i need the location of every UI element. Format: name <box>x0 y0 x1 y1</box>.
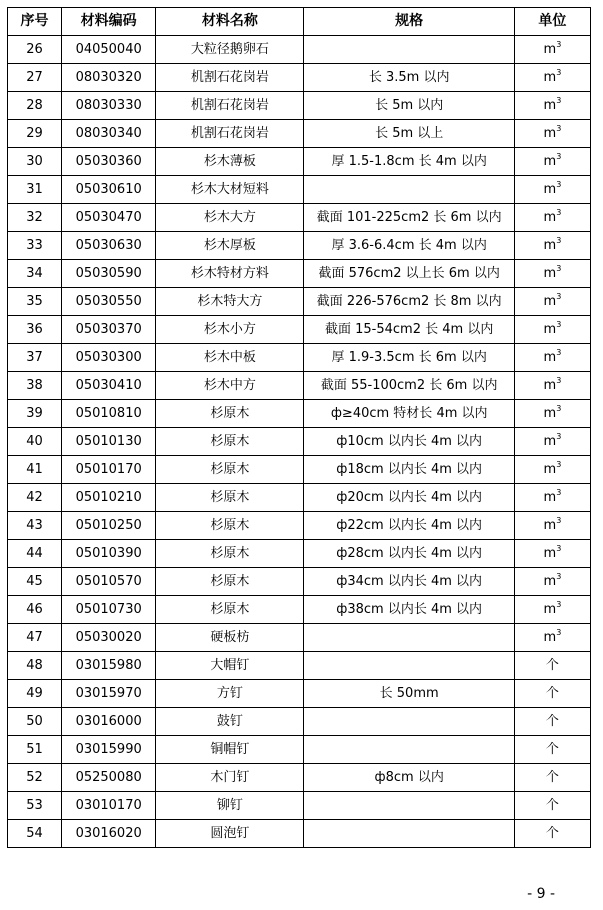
cell-code: 08030330 <box>62 92 156 120</box>
cell-name: 机割石花岗岩 <box>156 120 304 148</box>
cell-spec <box>304 736 514 764</box>
table-row <box>8 736 591 764</box>
unit-text: 个 <box>545 742 559 757</box>
unit-superscript: 3 <box>556 96 562 105</box>
cell-unit <box>514 372 590 400</box>
cell-spec <box>304 36 514 64</box>
cell-number: 36 <box>8 316 62 344</box>
unit-superscript: 3 <box>556 152 562 161</box>
cell-code: 05010390 <box>62 540 156 568</box>
cell-unit <box>514 456 590 484</box>
cell-spec: ф22cm 以内长 4m 以内 <box>304 512 514 540</box>
unit-text: m <box>543 434 557 449</box>
cell-code: 05010170 <box>62 456 156 484</box>
cell-number: 37 <box>8 344 62 372</box>
unit-text: m <box>543 406 557 421</box>
cell-code: 05010210 <box>62 484 156 512</box>
table-row <box>8 316 591 344</box>
cell-name: 杉原木 <box>156 596 304 624</box>
materials-table <box>7 7 591 848</box>
cell-spec <box>304 708 514 736</box>
cell-unit <box>514 652 590 680</box>
cell-name: 杉原木 <box>156 428 304 456</box>
unit-text: m <box>543 182 557 197</box>
cell-unit <box>514 792 590 820</box>
unit-text: m <box>543 602 557 617</box>
cell-code: 05030630 <box>62 232 156 260</box>
cell-spec: 长 5m 以内 <box>304 92 514 120</box>
cell-spec: 长 3.5m 以内 <box>304 64 514 92</box>
unit-superscript: 3 <box>556 600 562 609</box>
cell-spec: ф38cm 以内长 4m 以内 <box>304 596 514 624</box>
header-name: 材料名称 <box>156 8 304 36</box>
cell-name: 杉木厚板 <box>156 232 304 260</box>
cell-spec: 截面 55-100cm2 长 6m 以内 <box>304 372 514 400</box>
cell-unit <box>514 428 590 456</box>
cell-unit <box>514 260 590 288</box>
cell-unit <box>514 232 590 260</box>
cell-number: 51 <box>8 736 62 764</box>
table-row <box>8 64 591 92</box>
table-body <box>8 36 591 848</box>
header-row <box>8 8 591 36</box>
cell-unit <box>514 540 590 568</box>
cell-number: 45 <box>8 568 62 596</box>
cell-code: 08030340 <box>62 120 156 148</box>
table-row <box>8 820 591 848</box>
table-row <box>8 568 591 596</box>
cell-code: 03015990 <box>62 736 156 764</box>
cell-unit <box>514 624 590 652</box>
cell-unit <box>514 120 590 148</box>
cell-number: 31 <box>8 176 62 204</box>
unit-text: m <box>543 630 557 645</box>
cell-number: 26 <box>8 36 62 64</box>
unit-text: m <box>543 154 557 169</box>
cell-code: 03016000 <box>62 708 156 736</box>
cell-name: 杉木中方 <box>156 372 304 400</box>
header-number: 序号 <box>8 8 62 36</box>
cell-code: 05010570 <box>62 568 156 596</box>
cell-number: 44 <box>8 540 62 568</box>
cell-unit <box>514 344 590 372</box>
unit-superscript: 3 <box>556 544 562 553</box>
unit-text: 个 <box>545 798 559 813</box>
cell-number: 34 <box>8 260 62 288</box>
cell-code: 05010130 <box>62 428 156 456</box>
cell-code: 05030360 <box>62 148 156 176</box>
unit-text: m <box>543 42 557 57</box>
unit-superscript: 3 <box>556 180 562 189</box>
cell-name: 杉木小方 <box>156 316 304 344</box>
cell-name: 硬板枋 <box>156 624 304 652</box>
cell-spec <box>304 820 514 848</box>
cell-name: 杉木特大方 <box>156 288 304 316</box>
unit-text: m <box>543 490 557 505</box>
cell-code: 05010250 <box>62 512 156 540</box>
unit-superscript: 3 <box>556 572 562 581</box>
cell-number: 29 <box>8 120 62 148</box>
cell-number: 28 <box>8 92 62 120</box>
cell-name: 大帽钉 <box>156 652 304 680</box>
unit-superscript: 3 <box>556 40 562 49</box>
unit-text: m <box>543 238 557 253</box>
unit-superscript: 3 <box>556 432 562 441</box>
cell-code: 03016020 <box>62 820 156 848</box>
cell-spec: 截面 576cm2 以上长 6m 以内 <box>304 260 514 288</box>
cell-name: 杉原木 <box>156 456 304 484</box>
cell-name: 杉木中板 <box>156 344 304 372</box>
cell-unit <box>514 288 590 316</box>
header-code: 材料编码 <box>62 8 156 36</box>
unit-superscript: 3 <box>556 124 562 133</box>
cell-name: 杉原木 <box>156 540 304 568</box>
cell-name: 杉原木 <box>156 400 304 428</box>
cell-unit <box>514 568 590 596</box>
unit-text: m <box>543 350 557 365</box>
unit-superscript: 3 <box>556 516 562 525</box>
cell-name: 机割石花岗岩 <box>156 92 304 120</box>
cell-spec: ф18cm 以内长 4m 以内 <box>304 456 514 484</box>
cell-unit <box>514 820 590 848</box>
cell-unit <box>514 204 590 232</box>
cell-code: 05030470 <box>62 204 156 232</box>
cell-code: 03015980 <box>62 652 156 680</box>
cell-spec: 厚 3.6-6.4cm 长 4m 以内 <box>304 232 514 260</box>
table-row <box>8 92 591 120</box>
cell-number: 38 <box>8 372 62 400</box>
cell-number: 30 <box>8 148 62 176</box>
unit-text: m <box>543 378 557 393</box>
cell-spec <box>304 176 514 204</box>
cell-unit <box>514 708 590 736</box>
cell-name: 鼓钉 <box>156 708 304 736</box>
table-row <box>8 148 591 176</box>
cell-code: 05030300 <box>62 344 156 372</box>
cell-name: 杉木薄板 <box>156 148 304 176</box>
unit-superscript: 3 <box>556 236 562 245</box>
cell-code: 05030590 <box>62 260 156 288</box>
unit-text: m <box>543 294 557 309</box>
unit-superscript: 3 <box>556 460 562 469</box>
unit-text: 个 <box>545 770 559 785</box>
unit-text: 个 <box>545 826 559 841</box>
cell-spec <box>304 652 514 680</box>
cell-number: 54 <box>8 820 62 848</box>
table-row <box>8 372 591 400</box>
cell-code: 05010730 <box>62 596 156 624</box>
table-row <box>8 512 591 540</box>
cell-spec: 截面 15-54cm2 长 4m 以内 <box>304 316 514 344</box>
cell-number: 35 <box>8 288 62 316</box>
cell-unit <box>514 92 590 120</box>
cell-name: 杉原木 <box>156 568 304 596</box>
cell-code: 08030320 <box>62 64 156 92</box>
cell-unit <box>514 680 590 708</box>
cell-unit <box>514 400 590 428</box>
cell-unit <box>514 764 590 792</box>
cell-unit <box>514 484 590 512</box>
unit-superscript: 3 <box>556 264 562 273</box>
cell-spec: ф34cm 以内长 4m 以内 <box>304 568 514 596</box>
table-row <box>8 344 591 372</box>
table-row <box>8 176 591 204</box>
cell-spec: ф10cm 以内长 4m 以内 <box>304 428 514 456</box>
table-row <box>8 428 591 456</box>
cell-code: 05030610 <box>62 176 156 204</box>
cell-name: 大粒径鹅卵石 <box>156 36 304 64</box>
unit-text: m <box>543 126 557 141</box>
cell-number: 48 <box>8 652 62 680</box>
cell-unit <box>514 596 590 624</box>
page-number: - 9 - <box>527 886 555 902</box>
cell-number: 43 <box>8 512 62 540</box>
table-row <box>8 680 591 708</box>
cell-spec: ф≥40cm 特材长 4m 以内 <box>304 400 514 428</box>
cell-code: 04050040 <box>62 36 156 64</box>
unit-superscript: 3 <box>556 628 562 637</box>
cell-spec <box>304 792 514 820</box>
unit-superscript: 3 <box>556 376 562 385</box>
cell-code: 05250080 <box>62 764 156 792</box>
cell-unit <box>514 36 590 64</box>
cell-unit <box>514 736 590 764</box>
table-row <box>8 232 591 260</box>
unit-text: m <box>543 546 557 561</box>
cell-code: 05030550 <box>62 288 156 316</box>
cell-name: 铆钉 <box>156 792 304 820</box>
cell-spec: 厚 1.5-1.8cm 长 4m 以内 <box>304 148 514 176</box>
cell-number: 32 <box>8 204 62 232</box>
table-row <box>8 540 591 568</box>
cell-number: 41 <box>8 456 62 484</box>
table-row <box>8 792 591 820</box>
unit-superscript: 3 <box>556 488 562 497</box>
header-spec: 规格 <box>304 8 514 36</box>
cell-unit <box>514 176 590 204</box>
cell-code: 05030020 <box>62 624 156 652</box>
cell-name: 铜帽钉 <box>156 736 304 764</box>
cell-unit <box>514 512 590 540</box>
cell-spec: 截面 226-576cm2 长 8m 以内 <box>304 288 514 316</box>
cell-number: 53 <box>8 792 62 820</box>
unit-text: m <box>543 210 557 225</box>
unit-superscript: 3 <box>556 404 562 413</box>
table-row <box>8 120 591 148</box>
table-row <box>8 708 591 736</box>
cell-name: 杉原木 <box>156 484 304 512</box>
table-row <box>8 260 591 288</box>
cell-spec: 厚 1.9-3.5cm 长 6m 以内 <box>304 344 514 372</box>
cell-number: 47 <box>8 624 62 652</box>
unit-text: 个 <box>545 686 559 701</box>
cell-name: 方钉 <box>156 680 304 708</box>
cell-number: 49 <box>8 680 62 708</box>
unit-text: m <box>543 322 557 337</box>
cell-name: 杉木特材方料 <box>156 260 304 288</box>
unit-text: m <box>543 518 557 533</box>
table-row <box>8 484 591 512</box>
unit-superscript: 3 <box>556 292 562 301</box>
cell-number: 46 <box>8 596 62 624</box>
cell-unit <box>514 148 590 176</box>
cell-code: 03010170 <box>62 792 156 820</box>
unit-text: m <box>543 462 557 477</box>
cell-code: 05010810 <box>62 400 156 428</box>
cell-name: 木门钉 <box>156 764 304 792</box>
unit-text: m <box>543 98 557 113</box>
table-row <box>8 204 591 232</box>
unit-text: 个 <box>545 658 559 673</box>
unit-text: m <box>543 70 557 85</box>
table-row <box>8 456 591 484</box>
cell-code: 03015970 <box>62 680 156 708</box>
table-row <box>8 652 591 680</box>
unit-superscript: 3 <box>556 208 562 217</box>
cell-name: 机割石花岗岩 <box>156 64 304 92</box>
cell-number: 52 <box>8 764 62 792</box>
unit-text: m <box>543 574 557 589</box>
unit-text: 个 <box>545 714 559 729</box>
cell-spec: ф20cm 以内长 4m 以内 <box>304 484 514 512</box>
unit-text: m <box>543 266 557 281</box>
cell-code: 05030410 <box>62 372 156 400</box>
cell-number: 33 <box>8 232 62 260</box>
table-row <box>8 624 591 652</box>
cell-number: 27 <box>8 64 62 92</box>
cell-spec <box>304 624 514 652</box>
unit-superscript: 3 <box>556 348 562 357</box>
cell-name: 圆泡钉 <box>156 820 304 848</box>
cell-code: 05030370 <box>62 316 156 344</box>
cell-number: 40 <box>8 428 62 456</box>
table-row <box>8 764 591 792</box>
cell-unit <box>514 64 590 92</box>
cell-name: 杉木大方 <box>156 204 304 232</box>
cell-name: 杉木大材短料 <box>156 176 304 204</box>
unit-superscript: 3 <box>556 68 562 77</box>
table-row <box>8 596 591 624</box>
cell-number: 42 <box>8 484 62 512</box>
header-unit: 单位 <box>514 8 590 36</box>
cell-number: 39 <box>8 400 62 428</box>
table-row <box>8 400 591 428</box>
cell-spec: ф28cm 以内长 4m 以内 <box>304 540 514 568</box>
cell-spec: 长 50mm <box>304 680 514 708</box>
cell-unit <box>514 316 590 344</box>
unit-superscript: 3 <box>556 320 562 329</box>
cell-spec: 长 5m 以上 <box>304 120 514 148</box>
cell-name: 杉原木 <box>156 512 304 540</box>
cell-spec: 截面 101-225cm2 长 6m 以内 <box>304 204 514 232</box>
cell-number: 50 <box>8 708 62 736</box>
table-row <box>8 288 591 316</box>
table-row <box>8 36 591 64</box>
cell-spec: ф8cm 以内 <box>304 764 514 792</box>
